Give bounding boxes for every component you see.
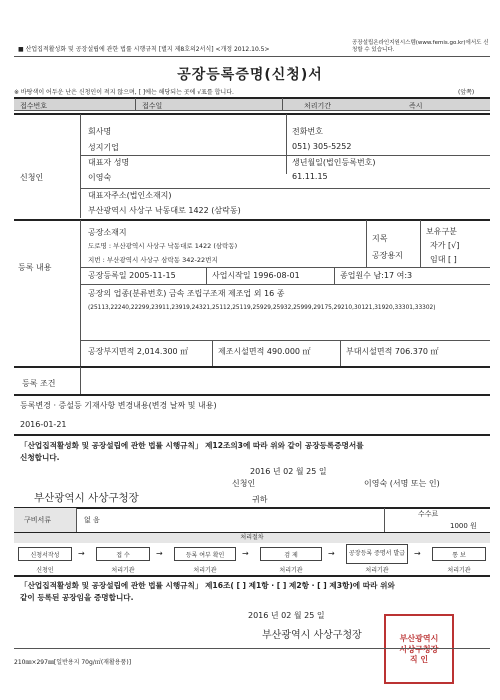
representative-value: 이영숙 <box>88 173 112 182</box>
factory-location-label: 공장소재지 <box>88 228 127 237</box>
instruction-note: ※ 바탕색이 어두운 난은 신청인이 적지 않으며, [ ]에는 해당되는 곳에 √표를 합니다. <box>14 89 234 96</box>
phone-value: 051) 305-5252 <box>292 142 352 151</box>
certification-line-1: 「산업집적활성화 및 공장설립에 관한 법률 시행규칙」 제16조( [ ] 제1항 · [ ] 제2항 · [ ] 제3항)에 따라 위와 <box>20 581 395 590</box>
industry-codes: (25113,22240,22299,23911,23919,24321,25112,25119,25929,25932,25999,29175,29210,30121,31920,33301,33302) <box>88 305 436 311</box>
recipient-office: 부산광역시 사상구청장 <box>34 492 139 504</box>
birth-date-value: 61.11.15 <box>292 172 328 181</box>
required-documents-label: 구비서류 <box>24 516 52 524</box>
process-owner-3: 처리기관 <box>193 567 217 574</box>
seal-line-2: 사상구청장 <box>399 643 439 654</box>
online-note: 공장설립온라인지원시스템(www.femis.go.kr)에서도 신청할 수 있습니다. <box>352 40 489 54</box>
seal-line-3: 직 인 <box>409 654 429 665</box>
registration-date: 공장등록일 2005-11-15 <box>88 271 176 280</box>
process-owner-6: 처리기관 <box>447 567 471 574</box>
auxiliary-area: 부대시설면적 706.370 ㎡ <box>346 347 439 356</box>
applicant-signature: 이영숙 (서명 또는 인) <box>364 479 440 488</box>
land-category-label: 지목 <box>372 234 388 243</box>
processing-period-value: 즉시 <box>409 102 423 110</box>
fee-value: 1000 원 <box>450 522 477 530</box>
process-flow <box>14 543 490 575</box>
official-seal <box>384 614 454 684</box>
applicant-section-label: 신청인 <box>20 173 44 182</box>
law-reference: ■ 산업집적활성화 및 공장설립에 관한 법률 시행규칙 [별지 제8호의2서식] <개정 2012.10.5> <box>18 46 270 53</box>
representative-label: 대표자 성명 <box>88 158 130 167</box>
process-owner-2: 처리기관 <box>111 567 135 574</box>
process-owner-1: 신청인 <box>36 567 54 574</box>
arrow-right-icon: → <box>78 549 85 558</box>
arrow-right-icon: → <box>328 549 335 558</box>
document-title: 공장등록증명(신청)서 <box>177 67 323 83</box>
company-name-label: 회사명 <box>88 127 112 136</box>
arrow-right-icon: → <box>414 549 421 558</box>
company-name-value: 성지기업 <box>88 143 119 152</box>
birth-date-label: 생년월일(법인등록번호) <box>292 158 376 167</box>
required-documents-value: 없 음 <box>84 516 100 524</box>
business-start-date: 사업시작일 1996-08-01 <box>212 271 300 280</box>
declaration-line-2: 신청합니다. <box>20 453 60 462</box>
applicant-sign-label: 신청인 <box>232 479 256 488</box>
process-step-6: 통 보 <box>432 547 486 561</box>
processing-period-label: 처리기간 <box>304 102 332 110</box>
address-label: 대표자주소(법인소재지) <box>88 191 172 200</box>
changes-value: 2016-01-21 <box>20 420 67 429</box>
page-side-label: (앞쪽) <box>458 89 475 96</box>
phone-label: 전화번호 <box>292 127 323 136</box>
lot-address: 지번 : 부산광역시 사상구 삼락동 342-22번지 <box>88 256 218 264</box>
seal-line-1: 부산광역시 <box>399 633 439 644</box>
process-step-2: 접 수 <box>96 547 150 561</box>
paper-spec: 210㎜×297㎜[일반용지 70g/㎡(재활용품)] <box>14 659 132 666</box>
fee-label: 수수료 <box>418 510 439 518</box>
road-address: 도로명 : 부산광역시 사상구 낙동대로 1422 (삼락동) <box>88 242 238 250</box>
arrow-right-icon: → <box>242 549 249 558</box>
process-owner-5: 처리기관 <box>365 567 389 574</box>
declaration-line-1: 「산업집적활성화 및 공장설립에 관한 법률 시행규칙」 제12조의3에 따라 위와 같이 공장등록증명서를 <box>20 441 364 450</box>
receipt-date-label: 접수일 <box>142 102 163 110</box>
certification-date: 2016 년 02 월 25 일 <box>248 611 325 620</box>
header-rule <box>14 56 490 57</box>
receipt-row <box>14 97 490 111</box>
registration-conditions-label: 등록 조건 <box>22 379 56 388</box>
process-title: 처리절차 <box>14 533 490 543</box>
manufacturing-area: 제조시설면적 490.000 ㎡ <box>218 347 311 356</box>
registration-section-label: 등록 내용 <box>18 263 52 272</box>
arrow-right-icon: → <box>156 549 163 558</box>
ownership-label: 보유구분 <box>426 227 457 236</box>
declaration-date: 2016 년 02 월 25 일 <box>250 467 327 476</box>
site-area: 공장부지면적 2,014.300 ㎡ <box>88 347 189 356</box>
issuing-office: 부산광역시 사상구청장 <box>262 630 362 641</box>
recipient-honorific: 귀하 <box>252 495 268 504</box>
receipt-number-label: 접수번호 <box>20 102 48 110</box>
address-value: 부산광역시 사상구 낙동대로 1422 (삼락동) <box>88 206 241 215</box>
industry-label: 공장의 업종(분류번호) 금속 조립구조재 제조업 외 16 종 <box>88 289 285 298</box>
process-step-4: 검 제 <box>260 547 322 561</box>
ownership-rent: 임대 [ ] <box>430 255 457 264</box>
process-owner-4: 처리기관 <box>279 567 303 574</box>
land-category-value: 공장용지 <box>372 251 403 260</box>
process-step-5: 공장등록 증명서 발급 <box>346 544 408 564</box>
certification-line-2: 같이 등록된 공장임을 증명합니다. <box>20 593 134 602</box>
changes-label: 등록변경 · 증설등 기재사항 변경내용(변경 날짜 및 내용) <box>20 401 217 410</box>
process-step-1: 신청서작성 <box>18 547 72 561</box>
process-step-3: 등록 여부 확인 <box>174 547 236 561</box>
ownership-own: 자가 [√] <box>430 241 460 250</box>
employee-count: 종업원수 남:17 여:3 <box>340 271 413 280</box>
